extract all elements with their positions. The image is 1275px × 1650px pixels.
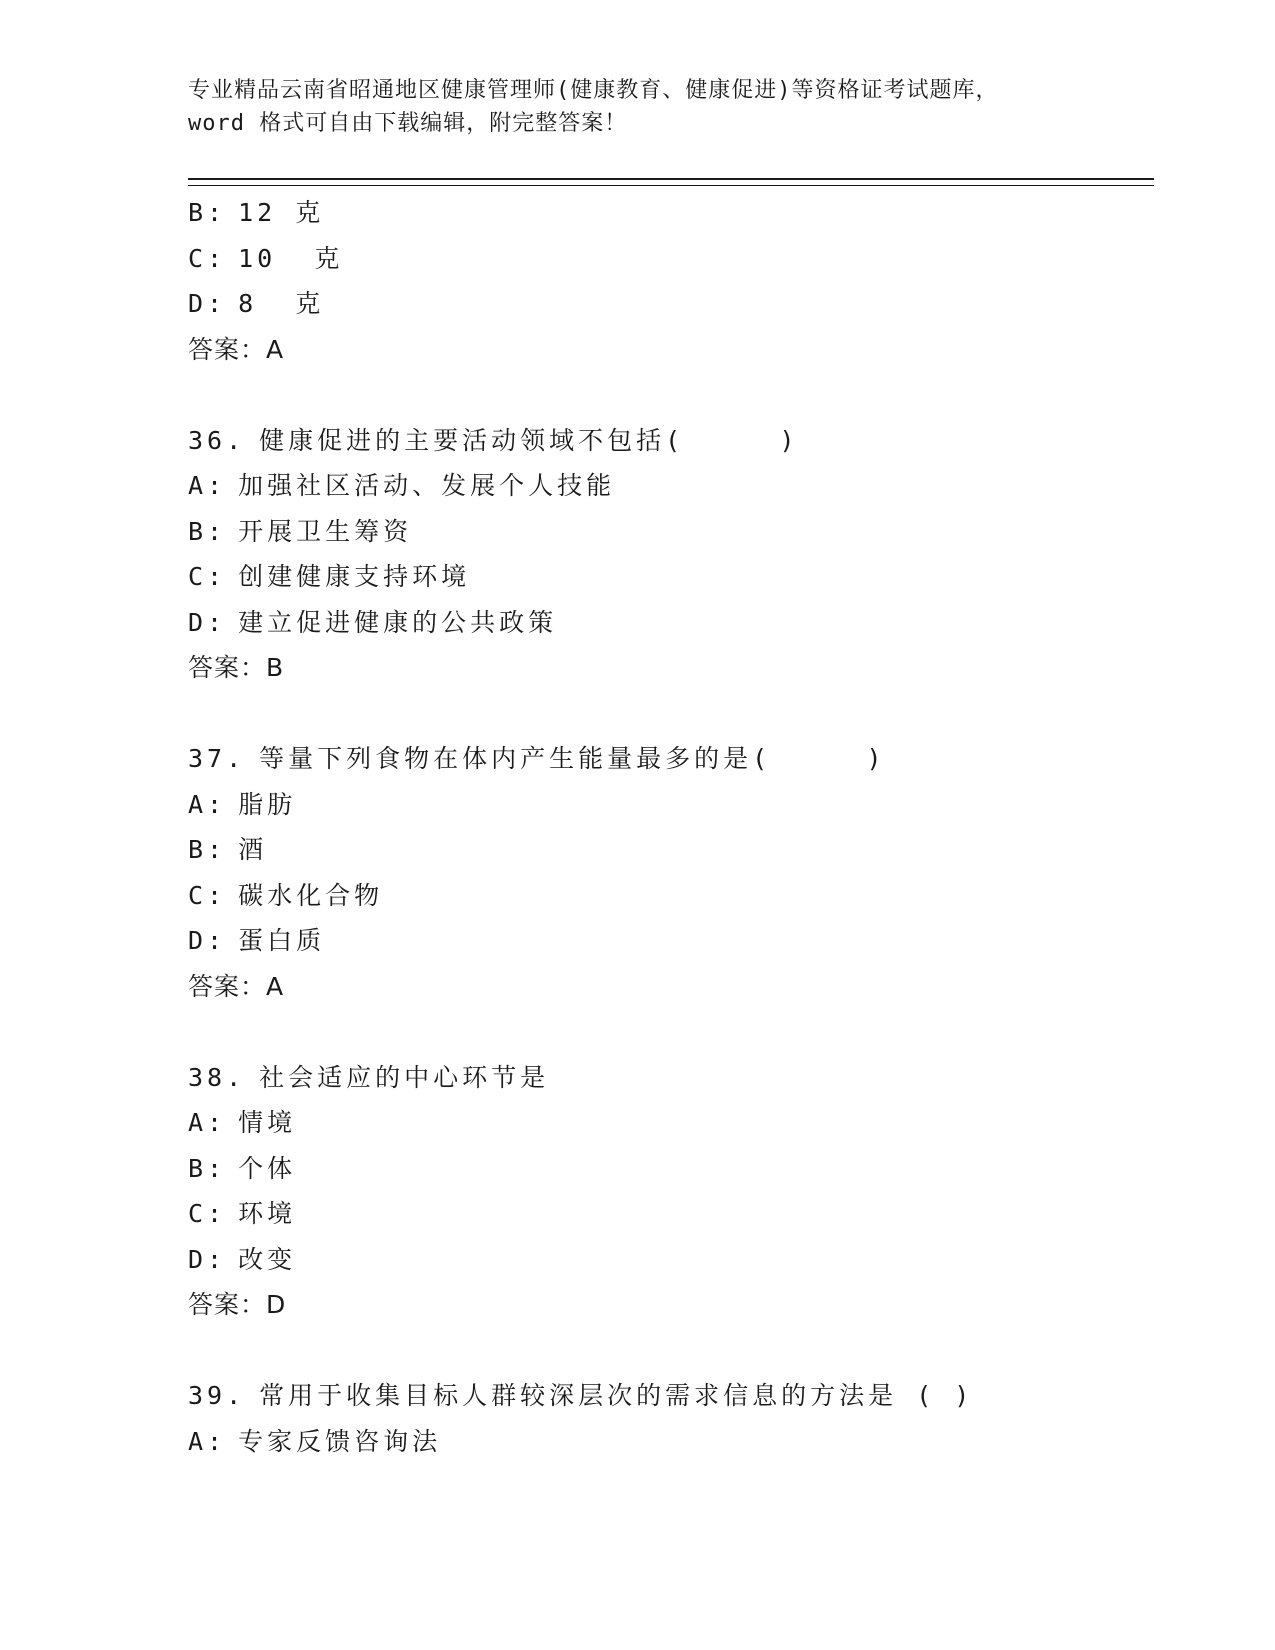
- option-c: [188, 236, 1148, 282]
- question-text: 等量下列食物在体内产生能量最多的是( ): [259, 744, 886, 773]
- option-key: C:: [188, 1199, 227, 1228]
- option-key: D:: [188, 289, 227, 318]
- option-key: B:: [188, 198, 227, 227]
- answer-line: 答案：D: [188, 1290, 287, 1319]
- question-number: 36.: [188, 425, 246, 455]
- option-key: C:: [188, 880, 227, 910]
- header-line-2: word 格式可自由下载编辑，附完整答案！: [188, 111, 628, 136]
- option-c: [188, 554, 1148, 600]
- option-text: 改变: [238, 1244, 297, 1274]
- option-text: 8 克: [238, 289, 325, 318]
- option-a: [188, 1100, 1148, 1146]
- option-key: A:: [188, 1108, 227, 1137]
- option-key: D:: [188, 1244, 227, 1274]
- header-line-1: 专业精品云南省昭通地区健康管理师(健康教育、健康促进)等资格证考试题库，: [188, 78, 999, 103]
- option-b: [188, 1146, 1148, 1192]
- option-text: 建立促进健康的公共政策: [238, 607, 558, 637]
- option-d: [188, 918, 1148, 964]
- option-d: [188, 1237, 1148, 1283]
- option-text: 情境: [238, 1108, 297, 1137]
- option-text: 专家反馈咨询法: [238, 1426, 442, 1456]
- option-text: 酒: [238, 835, 268, 864]
- question-stem: [188, 1055, 1148, 1101]
- option-key: B:: [188, 1153, 227, 1183]
- option-text: 开展卫生筹资: [238, 516, 413, 546]
- option-key: C:: [188, 243, 227, 273]
- question-36: [188, 418, 1148, 691]
- question-text: 常用于收集目标人群较深层次的需求信息的方法是 ( ): [259, 1381, 974, 1410]
- option-c: [188, 1191, 1148, 1237]
- option-text: 加强社区活动、发展个人技能: [238, 471, 616, 500]
- option-key: D:: [188, 607, 227, 637]
- question-stem: [188, 1373, 1148, 1419]
- option-b: [188, 509, 1148, 555]
- option-a: [188, 463, 1148, 509]
- answer-line: 答案：B: [188, 653, 285, 682]
- answer-line: 答案：A: [188, 971, 285, 1001]
- option-c: [188, 873, 1148, 919]
- option-key: B:: [188, 516, 227, 546]
- answer-line: 答案：A: [188, 334, 285, 364]
- question-stem: [188, 418, 1148, 464]
- option-text: 脂肪: [238, 789, 297, 819]
- option-text: 环境: [238, 1199, 297, 1228]
- option-b: [188, 190, 1148, 236]
- question-37: [188, 736, 1148, 1009]
- option-key: A:: [188, 789, 227, 819]
- option-key: A:: [188, 1426, 227, 1456]
- option-a: [188, 782, 1148, 828]
- option-b: [188, 827, 1148, 873]
- question-text: 健康促进的主要活动领域不包括( ): [259, 425, 799, 455]
- option-text: 蛋白质: [238, 926, 326, 955]
- option-key: D:: [188, 926, 227, 955]
- option-text: 个体: [238, 1153, 297, 1183]
- question-38: [188, 1055, 1148, 1328]
- continued-question: [188, 190, 1148, 372]
- question-number: 38.: [188, 1062, 246, 1092]
- question-39: [188, 1373, 1148, 1464]
- question-stem: [188, 736, 1148, 782]
- option-text: 12 克: [238, 198, 325, 227]
- option-d: [188, 281, 1148, 327]
- option-key: B:: [188, 835, 227, 864]
- option-text: 创建健康支持环境: [238, 562, 471, 591]
- option-key: C:: [188, 562, 227, 591]
- question-list: [188, 190, 1148, 1464]
- header-divider: [188, 178, 1154, 186]
- question-number: 37.: [188, 744, 246, 773]
- option-key: A:: [188, 471, 227, 500]
- option-text: 碳水化合物: [238, 880, 384, 910]
- question-number: 39.: [188, 1381, 246, 1410]
- document-header: [188, 74, 1088, 140]
- option-text: 10 克: [238, 243, 344, 273]
- option-a: [188, 1419, 1148, 1465]
- question-text: 社会适应的中心环节是: [259, 1062, 550, 1092]
- option-d: [188, 600, 1148, 646]
